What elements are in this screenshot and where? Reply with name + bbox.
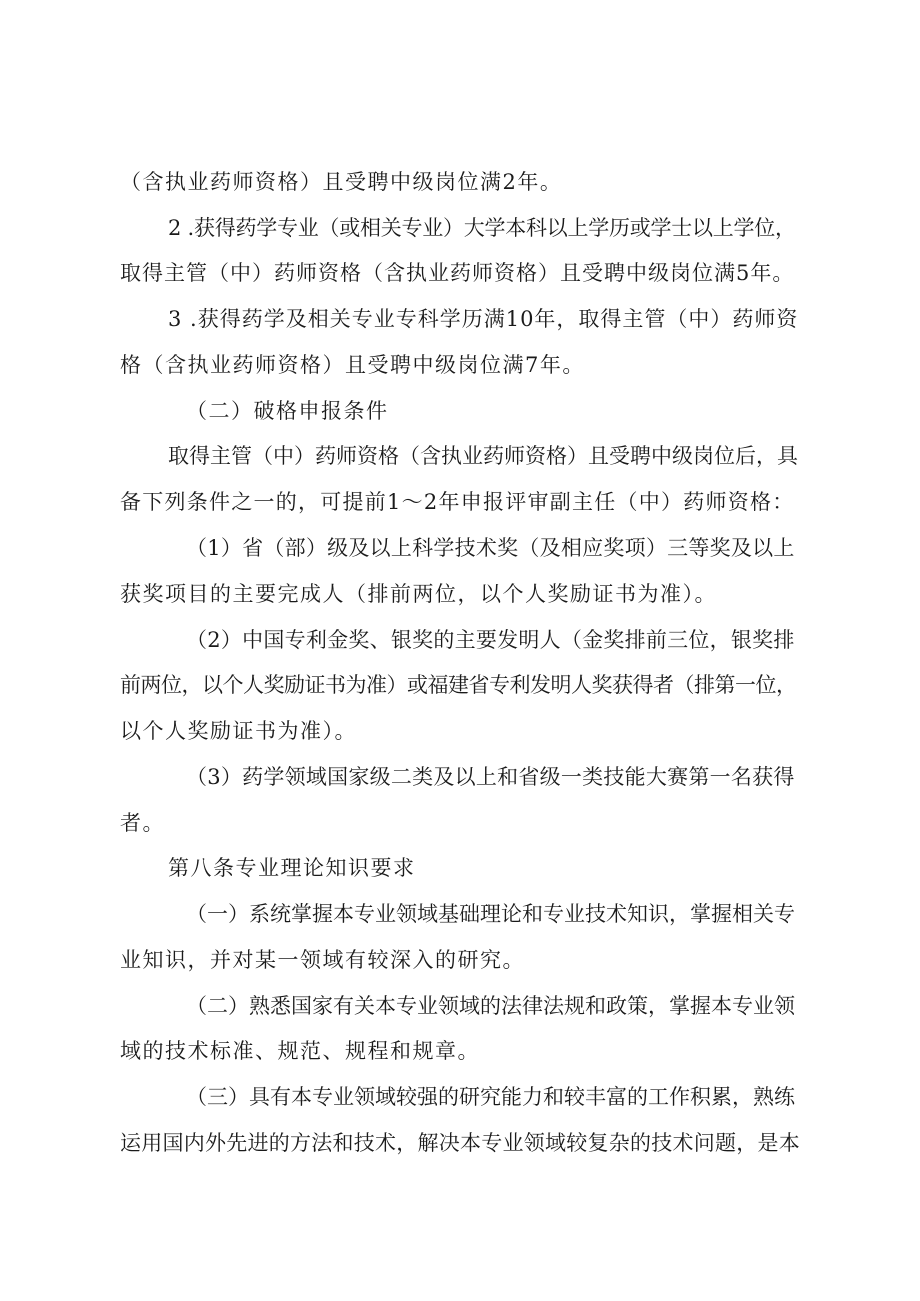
text-line-14: （3）药学领域国家级二类及以上和省级一类技能大赛第一名获得 [186, 765, 795, 789]
text-line-17: （一）系统掌握本专业领域基础理论和专业技术知识，掌握相关专 [186, 902, 795, 926]
text-line-1: （含执业药师资格）且受聘中级岗位满2年。 [120, 170, 563, 194]
text-line-19: （二）熟悉国家有关本专业领域的法律法规和政策，掌握本专业领 [186, 994, 795, 1018]
text-line-2: 2 .获得药学专业（或相关专业）大学本科以上学历或学士以上学位， [168, 216, 796, 240]
text-line-11: （2）中国专利金奖、银奖的主要发明人（金奖排前三位，银奖排 [186, 628, 795, 652]
text-line-3: 取得主管（中）药师资格（含执业药师资格）且受聘中级岗位满5年。 [120, 261, 795, 285]
text-line-4: 3 .获得药学及相关专业专科学历满10年，取得主管（中）药师资 [168, 307, 799, 331]
text-line-22: 运用国内外先进的方法和技术，解决本专业领域较复杂的技术问题，是本 [120, 1131, 800, 1155]
text-line-12: 前两位，以个人奖励证书为准）或福建省专利发明人奖获得者（排第一位， [120, 673, 797, 697]
text-line-21: （三）具有本专业领域较强的研究能力和较丰富的工作积累，熟练 [186, 1085, 795, 1109]
text-line-9: （1）省（部）级及以上科学技术奖（及相应奖项）三等奖及以上 [186, 536, 795, 560]
text-line-10: 获奖项目的主要完成人（排前两位，以个人奖励证书为准）。 [120, 582, 717, 606]
text-line-18: 业知识，并对某一领域有较深入的研究。 [120, 948, 525, 972]
article-8-heading: 第八条专业理论知识要求 [168, 856, 416, 880]
text-line-13: 以个人奖励证书为准）。 [120, 719, 357, 743]
text-line-8: 备下列条件之一的，可提前1～2年申报评审副主任（中）药师资格： [120, 490, 795, 514]
text-line-7: 取得主管（中）药师资格（含执业药师资格）且受聘中级岗位后，具 [168, 444, 798, 468]
text-line-15: 者。 [120, 811, 165, 835]
text-line-5: 格（含执业药师资格）且受聘中级岗位满7年。 [120, 353, 585, 377]
text-line-20: 域的技术标准、规范、规程和规章。 [120, 1039, 480, 1063]
section-heading-exceptional: （二）破格申报条件 [186, 399, 389, 423]
